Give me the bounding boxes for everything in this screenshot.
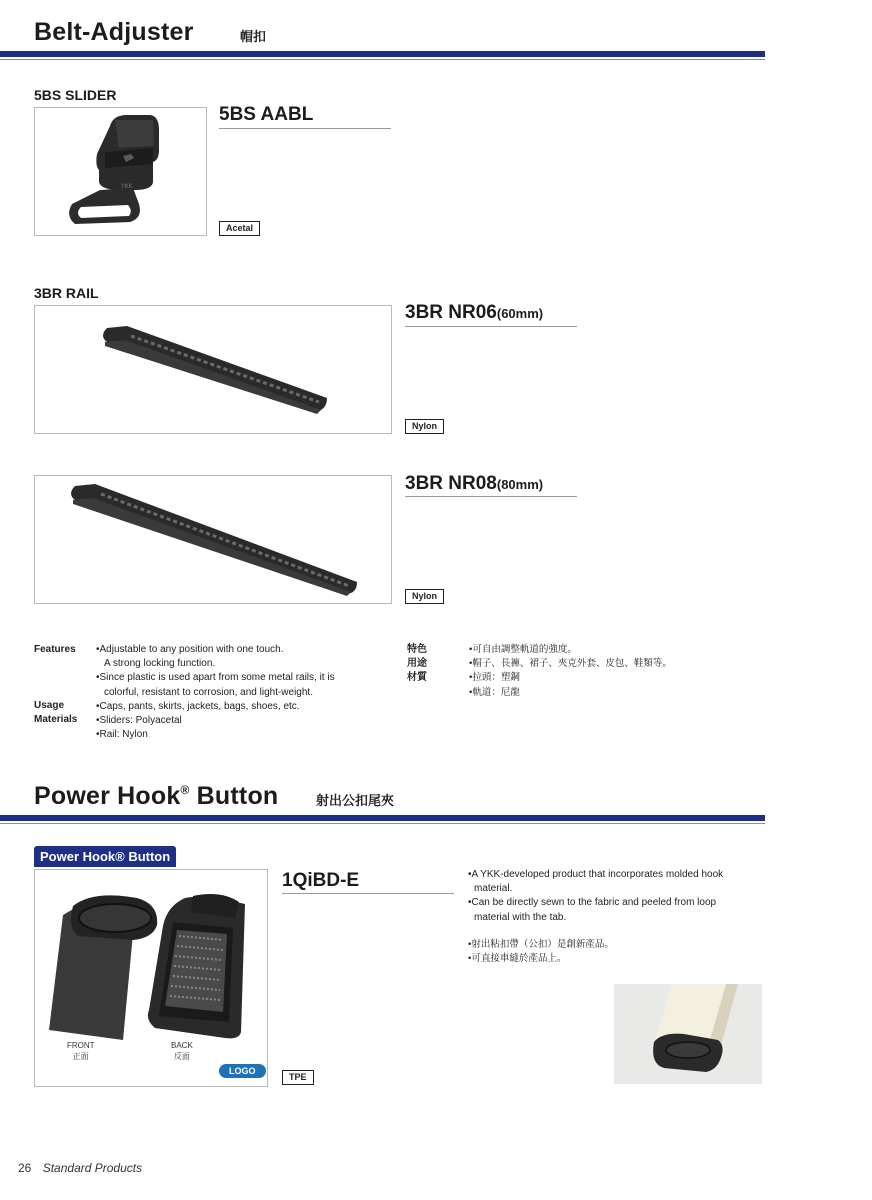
usage-label: Usage <box>34 700 65 711</box>
rail-60mm-underline <box>405 326 577 327</box>
rail-heading: 3BR RAIL <box>34 285 99 301</box>
page-number: 26 <box>18 1161 32 1175</box>
feature-line: A strong locking function. <box>104 658 216 670</box>
belt-adjuster-title: Belt-Adjuster <box>34 18 194 46</box>
section-rule-thin <box>0 823 765 824</box>
rail-60mm-material-tag: Nylon <box>405 419 444 434</box>
power-hook-material-tag: TPE <box>282 1070 314 1085</box>
features-text <box>96 643 335 742</box>
front-label-cn: 正面 <box>72 1052 89 1061</box>
back-label <box>171 1040 193 1062</box>
slider-material-tag: Acetal <box>219 221 260 236</box>
desc-cn-line: •射出粘扣帶（公扣）是創新產品。 <box>468 939 614 950</box>
power-hook-description <box>468 868 723 925</box>
rail-80mm-underline <box>405 496 577 497</box>
power-hook-model: 1QiBD-E <box>282 870 360 891</box>
belt-adjuster-title-cn: 帽扣 <box>240 29 267 44</box>
features-cn-text <box>469 643 672 700</box>
rail-80mm-model-code: 3BR NR08 <box>405 473 497 494</box>
slider-model-underline <box>219 128 391 129</box>
back-label-en: BACK <box>171 1041 193 1050</box>
page-footer <box>18 1161 142 1175</box>
rail-60mm-model-code: 3BR NR06 <box>405 302 497 323</box>
front-label <box>67 1040 95 1062</box>
rail-80mm-model <box>405 473 543 495</box>
rail-60mm-size: (60mm) <box>496 306 544 321</box>
power-hook-model-underline <box>282 893 454 894</box>
desc-cn-line: •可直接車縫於產品上。 <box>468 953 567 965</box>
power-hook-badge: Power Hook® Button <box>34 846 176 867</box>
material-line: •Sliders: Polyacetal <box>96 715 182 727</box>
power-hook-description-cn <box>468 938 614 966</box>
power-hook-illustration <box>35 870 267 1040</box>
desc-line: •Can be directly sewn to the fabric and peeled from loop <box>468 897 717 909</box>
usage-cn-label: 用途 <box>407 658 427 669</box>
power-hook-title <box>34 782 278 811</box>
materials-label: Materials <box>34 714 78 725</box>
back-label-cn: 反面 <box>173 1052 190 1061</box>
materials-cn-label: 材質 <box>407 672 427 683</box>
material-line: •Rail: Nylon <box>96 729 148 741</box>
slider-heading: 5BS SLIDER <box>34 87 117 103</box>
desc-line: material. <box>474 883 513 895</box>
slider-model: 5BS AABL <box>219 104 314 125</box>
feature-cn-line: •拉頭：塑鋼 <box>469 672 520 684</box>
feature-cn-label: 特色 <box>407 644 427 655</box>
slider-image <box>34 107 207 236</box>
section-rule <box>0 51 765 57</box>
section-rule <box>0 815 765 821</box>
feature-cn-line: •可自由調整軌道的強度。 <box>469 644 577 655</box>
feature-line: •Since plastic is used apart from some metal rails, it is <box>96 672 335 684</box>
rail-60mm-illustration <box>35 306 391 433</box>
rail-80mm-illustration <box>35 476 391 603</box>
front-label-en: FRONT <box>67 1041 95 1050</box>
power-hook-title-suffix: Button <box>189 782 279 810</box>
power-hook-reg: ® <box>180 783 190 797</box>
usage-photo-illustration <box>614 984 762 1084</box>
logo-pill: LOGO <box>219 1064 266 1078</box>
rail-80mm-size: (80mm) <box>496 477 544 492</box>
rail-60mm-model <box>405 302 543 324</box>
feature-cn-line: •軌道：尼龍 <box>469 686 520 698</box>
footer-text: Standard Products <box>42 1161 143 1175</box>
section-rule-thin <box>0 59 765 60</box>
feature-line: •Adjustable to any position with one touch. <box>96 644 284 655</box>
features-cn-labels <box>407 643 427 685</box>
rail-80mm-material-tag: Nylon <box>405 589 444 604</box>
power-hook-title-cn: 射出公扣尾夾 <box>316 793 395 808</box>
power-hook-title-main: Power Hook <box>34 782 181 810</box>
rail-80mm-image <box>34 475 392 604</box>
rail-60mm-image <box>34 305 392 434</box>
power-hook-image <box>34 869 268 1087</box>
features-label: Features <box>34 644 76 655</box>
power-hook-usage-photo <box>614 984 762 1084</box>
slider-illustration <box>35 108 206 235</box>
desc-line: material with the tab. <box>474 911 567 923</box>
usage-line: •Caps, pants, skirts, jackets, bags, shoes, etc. <box>96 700 300 712</box>
desc-line: •A YKK-developed product that incorporates molded hook <box>468 869 724 880</box>
feature-line: colorful, resistant to corrosion, and light-weight. <box>104 686 313 698</box>
svg-text:YKK: YKK <box>121 183 133 190</box>
feature-cn-line: •帽子、長褲、裙子、夾克外套、皮包、鞋類等。 <box>469 658 672 670</box>
